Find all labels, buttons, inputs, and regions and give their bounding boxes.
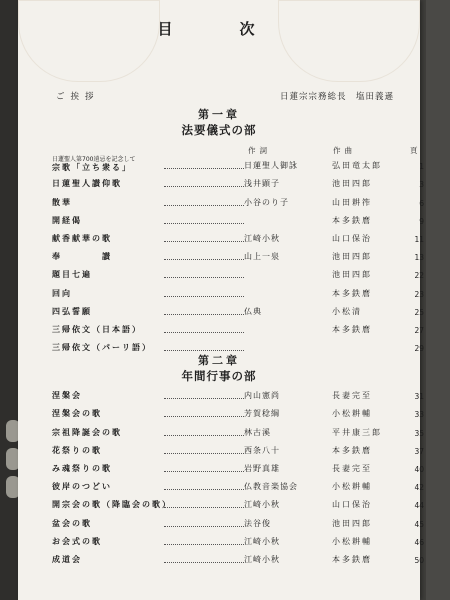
entry-page: 45 bbox=[414, 519, 424, 529]
toc-entry bbox=[52, 320, 424, 338]
entry-lyricist: 小谷のり子 bbox=[244, 197, 289, 207]
lyricist-header: 作詞 bbox=[248, 146, 271, 155]
entry-composer: 小松清 bbox=[332, 306, 362, 316]
toc-entry bbox=[52, 532, 424, 550]
entry-page: 35 bbox=[414, 428, 424, 438]
dot-leader bbox=[164, 471, 244, 472]
entry-composer: 平井康三郎 bbox=[332, 427, 382, 437]
entry-page: 33 bbox=[414, 410, 424, 420]
dot-leader bbox=[164, 277, 244, 278]
chapter1-title: 法要儀式の部 bbox=[181, 123, 257, 137]
toc-entry bbox=[52, 404, 424, 422]
entry-page: 29 bbox=[414, 344, 424, 354]
page-edge bbox=[426, 0, 450, 600]
entry-page: 25 bbox=[414, 307, 424, 317]
composer-header: 作曲 bbox=[333, 146, 356, 155]
decorative-ornament-left bbox=[18, 0, 160, 82]
entry-composer: 本多鉄麿 bbox=[332, 445, 372, 455]
dot-leader bbox=[164, 205, 244, 206]
entry-title: 開宗会の歌（降臨会の歌） bbox=[52, 500, 172, 510]
entry-title: 三帰依文（パーリ語） bbox=[52, 343, 152, 353]
entry-title: 花祭りの歌 bbox=[52, 445, 102, 455]
entry-title: 回向 bbox=[52, 288, 72, 298]
entry-page: 3 bbox=[419, 180, 424, 190]
entry-composer: 池田四郎 bbox=[332, 252, 372, 262]
entry-composer: 山口保治 bbox=[332, 233, 372, 243]
entry-page: 11 bbox=[414, 234, 424, 244]
entry-composer: 池田四郎 bbox=[332, 518, 372, 528]
entry-title: み魂祭りの歌 bbox=[52, 463, 112, 473]
entry-lyricist: 芳賀稔綱 bbox=[244, 409, 280, 419]
entry-lyricist: 仏教音楽協会 bbox=[244, 482, 298, 492]
dot-leader bbox=[164, 332, 244, 333]
entry-title: 題目七遍 bbox=[52, 270, 92, 280]
entry-composer: 本多鉄麿 bbox=[332, 288, 372, 298]
entry-page: 22 bbox=[414, 271, 424, 281]
entry-page: 1 bbox=[419, 162, 424, 172]
entry-page: 13 bbox=[414, 253, 424, 263]
dot-leader bbox=[164, 562, 244, 563]
entry-page: 6 bbox=[419, 198, 424, 208]
entry-composer: 本多鉄麿 bbox=[332, 215, 372, 225]
chapter1-list bbox=[52, 156, 424, 356]
toc-entry bbox=[52, 229, 424, 247]
toc-entry bbox=[52, 265, 424, 283]
dot-leader bbox=[164, 186, 244, 187]
entry-lyricist: 林古溪 bbox=[244, 427, 271, 437]
entry-title: 献香献華の歌 bbox=[52, 233, 112, 243]
entry-page: 42 bbox=[414, 483, 424, 493]
toc-entry bbox=[52, 422, 424, 440]
entry-composer: 山田耕筰 bbox=[332, 197, 372, 207]
toc-entry bbox=[52, 156, 424, 174]
dot-leader bbox=[164, 435, 244, 436]
entry-composer: 長妻完至 bbox=[332, 391, 372, 401]
entry-lyricist: 江崎小秋 bbox=[244, 554, 280, 564]
entry-composer: 弘田竜太郎 bbox=[332, 161, 382, 171]
dot-leader bbox=[164, 241, 244, 242]
entry-lyricist: 山上一泉 bbox=[244, 252, 280, 262]
entry-title: 宗歌「立ち衆る」 bbox=[52, 163, 132, 173]
entry-title: 宗祖降誕会の歌 bbox=[52, 427, 122, 437]
entry-title: 三帰依文（日本語） bbox=[52, 324, 142, 334]
toc-entry bbox=[52, 302, 424, 320]
entry-lyricist: 江崎小秋 bbox=[244, 233, 280, 243]
entry-lyricist: 岩野真雄 bbox=[244, 463, 280, 473]
dot-leader bbox=[164, 416, 244, 417]
entry-page: 9 bbox=[419, 216, 424, 226]
toc-entry bbox=[52, 211, 424, 229]
entry-title: 成道会 bbox=[52, 554, 82, 564]
book-spine bbox=[0, 0, 18, 600]
entry-page: 44 bbox=[414, 501, 424, 511]
toc-entry bbox=[52, 477, 424, 495]
entry-lyricist: 西条八十 bbox=[244, 445, 280, 455]
entry-title: お会式の歌 bbox=[52, 536, 102, 546]
entry-composer: 池田四郎 bbox=[332, 270, 372, 280]
entry-lyricist: 浅井顕子 bbox=[244, 179, 280, 189]
dot-leader bbox=[164, 259, 244, 260]
entry-lyricist: 江崎小秋 bbox=[244, 500, 280, 510]
toc-entry bbox=[52, 247, 424, 265]
entry-lyricist: 法谷俊 bbox=[244, 518, 271, 528]
dot-leader bbox=[164, 350, 244, 351]
page-header: 頁 bbox=[410, 146, 422, 155]
entry-lyricist: 日蓮聖人御詠 bbox=[244, 161, 298, 171]
dot-leader bbox=[164, 398, 244, 399]
entry-title: 涅槃会の歌 bbox=[52, 409, 102, 419]
entry-composer: 山口保治 bbox=[332, 500, 372, 510]
toc-entry bbox=[52, 283, 424, 301]
entry-composer: 池田四郎 bbox=[332, 179, 372, 189]
dot-leader bbox=[164, 489, 244, 490]
entry-title: 散華 bbox=[52, 197, 72, 207]
entry-title: 奉 讃 bbox=[52, 252, 112, 262]
entry-composer: 小松耕輔 bbox=[332, 482, 372, 492]
entry-page: 40 bbox=[414, 464, 424, 474]
toc-entry bbox=[52, 441, 424, 459]
entry-composer: 小松耕輔 bbox=[332, 409, 372, 419]
entry-title: 盆会の歌 bbox=[52, 518, 92, 528]
entry-page: 27 bbox=[414, 325, 424, 335]
entry-page: 31 bbox=[414, 392, 424, 402]
greeting-label: ご挨拶 bbox=[56, 92, 100, 102]
toc-entry bbox=[52, 513, 424, 531]
toc-entry bbox=[52, 174, 424, 192]
entry-title: 涅槃会 bbox=[52, 391, 82, 401]
entry-page: 37 bbox=[414, 446, 424, 456]
entry-page: 50 bbox=[414, 555, 424, 565]
page-title: 目 次 bbox=[157, 20, 281, 38]
entry-composer: 本多鉄麿 bbox=[332, 324, 372, 334]
dot-leader bbox=[164, 223, 244, 224]
chapter2-list bbox=[52, 386, 424, 568]
toc-entry bbox=[52, 495, 424, 513]
entry-lyricist: 内山憲尚 bbox=[244, 391, 280, 401]
entry-lyricist: 仏典 bbox=[244, 306, 262, 316]
dot-leader bbox=[164, 296, 244, 297]
entry-title: 四弘誓願 bbox=[52, 306, 92, 316]
entry-composer: 長妻完至 bbox=[332, 463, 372, 473]
entry-lyricist: 江崎小秋 bbox=[244, 536, 280, 546]
entry-page: 23 bbox=[414, 289, 424, 299]
toc-page bbox=[18, 0, 424, 600]
greeting-author: 日蓮宗宗務総長 塩田義遜 bbox=[280, 92, 395, 102]
entry-composer: 小松耕輔 bbox=[332, 536, 372, 546]
dot-leader bbox=[164, 168, 244, 169]
toc-entry bbox=[52, 386, 424, 404]
chapter2-title: 年間行事の部 bbox=[181, 369, 257, 383]
dot-leader bbox=[164, 544, 244, 545]
toc-entry bbox=[52, 550, 424, 568]
dot-leader bbox=[164, 526, 244, 527]
entry-title: 開経偈 bbox=[52, 215, 82, 225]
chapter2-label: 第二章 bbox=[198, 354, 240, 367]
decorative-ornament-right bbox=[278, 0, 420, 82]
entry-page: 46 bbox=[414, 537, 424, 547]
chapter1-label: 第一章 bbox=[198, 108, 240, 121]
entry-title: 日蓮聖人讃仰歌 bbox=[52, 179, 122, 189]
entry-note: 日蓮聖人第700遠忌を記念して bbox=[52, 156, 136, 163]
entry-composer: 本多鉄麿 bbox=[332, 554, 372, 564]
entry-title: 彼岸のつどい bbox=[52, 482, 112, 492]
dot-leader bbox=[164, 453, 244, 454]
dot-leader bbox=[164, 507, 244, 508]
dot-leader bbox=[164, 314, 244, 315]
toc-entry bbox=[52, 192, 424, 210]
toc-entry bbox=[52, 459, 424, 477]
